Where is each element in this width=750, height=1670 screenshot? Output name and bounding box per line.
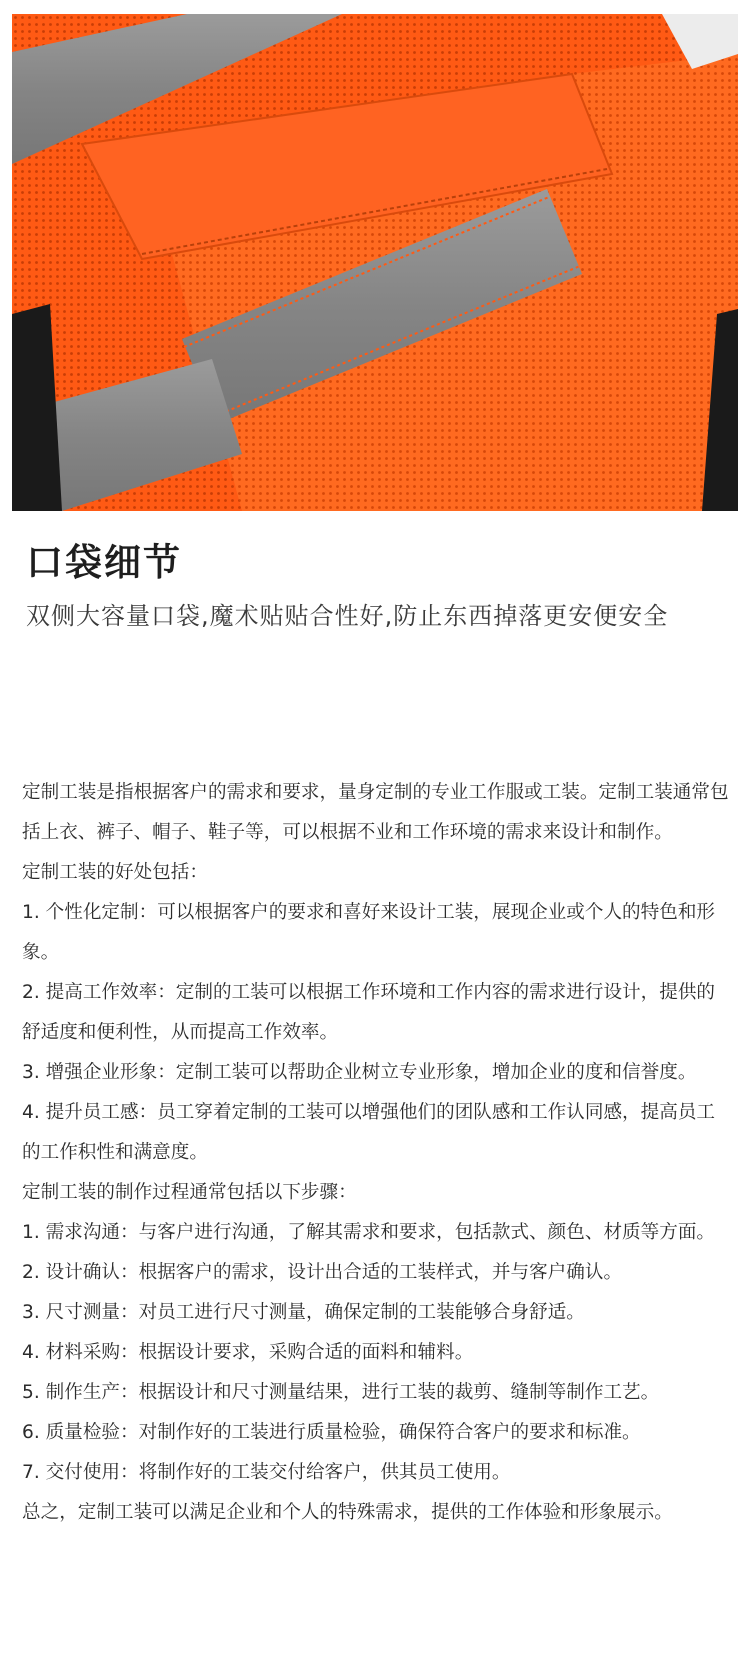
article-list-item: 4. 材料采购：根据设计要求，采购合适的面料和辅料。 bbox=[22, 1342, 474, 1363]
article-list-item: 7. 交付使用：将制作好的工装交付给客户，供其员工使用。 bbox=[22, 1462, 511, 1483]
article-list-item: 1. 个性化定制：可以根据客户的要求和喜好来设计工装，展现企业或个人的特色和形象。 bbox=[22, 902, 716, 963]
article-list-item: 5. 制作生产：根据设计和尺寸测量结果，进行工装的裁剪、缝制等制作工艺。 bbox=[22, 1382, 660, 1403]
article-list-item: 2. 提高工作效率：定制的工装可以根据工作环境和工作内容的需求进行设计，提供的舒适度和便利性，从而提高工作效率。 bbox=[22, 982, 716, 1043]
article-list-item: 1. 需求沟通：与客户进行沟通，了解其需求和要求，包括款式、颜色、材质等方面。 bbox=[22, 1222, 716, 1243]
article-list-item: 4. 提升员工感：员工穿着定制的工装可以增强他们的团队感和工作认同感，提高员工的工作积性和满意度。 bbox=[22, 1102, 716, 1163]
safety-vest-illustration bbox=[12, 14, 738, 511]
article-paragraph: 定制工装的好处包括： bbox=[22, 862, 208, 883]
article-paragraph: 定制工装的制作过程通常包括以下步骤： bbox=[22, 1182, 357, 1203]
article-body bbox=[22, 773, 732, 1533]
product-photo-pocket-detail bbox=[12, 14, 738, 511]
article-paragraph: 定制工装是指根据客户的需求和要求，量身定制的专业工作服或工装。定制工装通常包括上衣、裤子、帽子、鞋子等，可以根据不业和工作环境的需求来设计和制作。 bbox=[22, 782, 729, 843]
article-list-item: 6. 质量检验：对制作好的工装进行质量检验，确保符合客户的要求和标准。 bbox=[22, 1422, 641, 1443]
article-list-item: 2. 设计确认：根据客户的需求，设计出合适的工装样式，并与客户确认。 bbox=[22, 1262, 623, 1283]
caption-subtitle: 双侧大容量口袋,魔术贴贴合性好,防止东西掉落更安便安全 bbox=[26, 602, 669, 630]
article-list-item: 3. 尺寸测量：对员工进行尺寸测量，确保定制的工装能够合身舒适。 bbox=[22, 1302, 585, 1323]
article-list-item: 3. 增强企业形象：定制工装可以帮助企业树立专业形象，增加企业的度和信誉度。 bbox=[22, 1062, 697, 1083]
caption-title: 口袋细节 bbox=[26, 541, 182, 584]
article-paragraph: 总之，定制工装可以满足企业和个人的特殊需求，提供的工作体验和形象展示。 bbox=[22, 1502, 673, 1523]
